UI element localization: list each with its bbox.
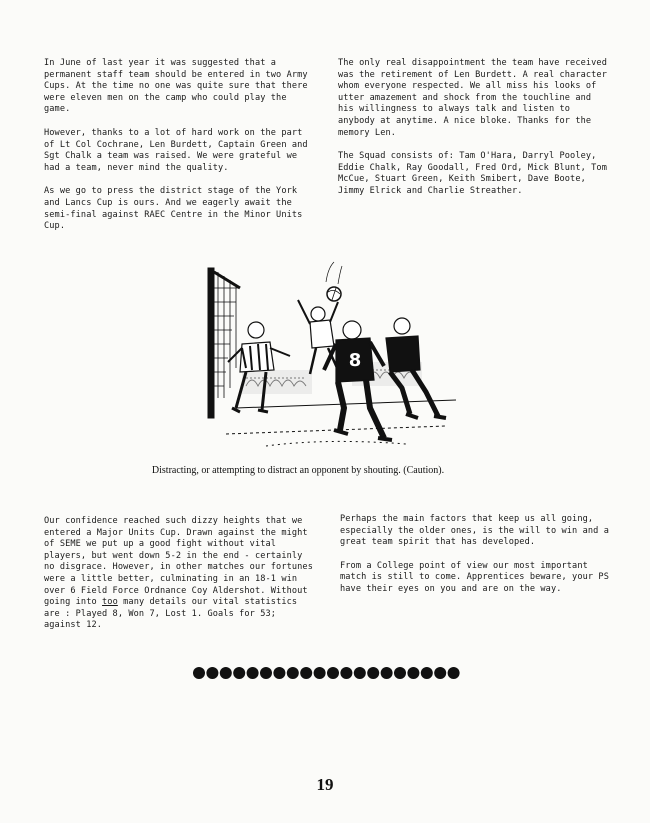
- divider-dot: [314, 667, 326, 679]
- article-column-bottom-right: [340, 514, 612, 608]
- article-column-top-right: [338, 58, 610, 210]
- page-number: 19: [316, 775, 334, 794]
- paragraph: The only real disappointment the team have received was the retirement of Len Burdett. A real character whom everyone respected. We all miss his looks of utter amazement and shock from the touchline and his willingness to always talk and listen to anybody at anytime. A nice bloke. Thanks for the memory Len.: [338, 58, 607, 138]
- divider-dot: [260, 667, 272, 679]
- football-illustration: [206, 258, 458, 454]
- divider-dot: [448, 667, 460, 679]
- paragraph-text: Our confidence reached such dizzy heights that we entered a Major Units Cup. Drawn against the might of SEME we put up a good fight without vital players, but went down 5-2 in the end - certainly no disgrace. However, in other matches our fortunes were a little better, culminating in an 18-1 win over 6 Field Force Ordnance Coy Aldershot. Without going into: [44, 516, 313, 608]
- paragraph: In June of last year it was suggested that a permanent staff team should be entered in two Army Cups. At the time no one was quite sure that there were eleven men on the camp who could play the game.: [44, 58, 308, 115]
- paragraph: From a College point of view our most important match is still to come. Apprentices beware, your PS have their eyes on you and are on the way.: [340, 560, 609, 594]
- divider-dot: [394, 667, 406, 679]
- divider-dot: [381, 667, 393, 679]
- divider-dot: [273, 667, 285, 679]
- divider-dot: [327, 667, 339, 679]
- divider-dot: [300, 667, 312, 679]
- divider-dot: [233, 667, 245, 679]
- ball-icon: [326, 262, 342, 301]
- shirt-number: 8: [348, 350, 362, 371]
- divider-dot: [354, 667, 366, 679]
- squad-list-paragraph: The Squad consists of: Tam O'Hara, Darryl Pooley, Eddie Chalk, Ray Goodall, Fred Ord, Mick Blunt, Tom McCue, Stuart Green, Keith Smibert, Dave Boote, Jimmy Elrick and Charlie Streather.: [338, 151, 607, 196]
- player-jumping: [298, 300, 338, 374]
- divider-dot: [220, 667, 232, 679]
- divider-dot: [340, 667, 352, 679]
- paragraph: However, thanks to a lot of hard work on the part of Lt Col Cochrane, Len Burdett, Captain Green and Sgt Chalk a team was raised. We were grateful we had a team, never mind the quality.: [44, 127, 308, 173]
- player-right: [386, 318, 446, 418]
- paragraph: [44, 516, 314, 632]
- dot-divider: [192, 666, 462, 680]
- paragraph-text: many details our vital statistics are : Played 8, Won 7, Lost 1. Goals for 53; against 12.: [44, 597, 298, 631]
- divider-dot: [206, 667, 218, 679]
- underlined-word: too: [102, 597, 118, 608]
- paragraph: As we go to press the district stage of the York and Lancs Cup is ours. And we eagerly await the semi-final against RAEC Centre in the Minor Units Cup.: [44, 186, 303, 232]
- divider-dot: [421, 667, 433, 679]
- divider-dot: [287, 667, 299, 679]
- paragraph: Perhaps the main factors that keep us all going, especially the older ones, is the will to win and a great team spirit that has developed.: [340, 514, 609, 548]
- player-shouting: [228, 322, 290, 412]
- article-column-top-left: [44, 58, 314, 245]
- illustration-caption: Distracting, or attempting to distract an opponent by shouting. (Caution).: [151, 465, 445, 476]
- divider-dot: [247, 667, 259, 679]
- goal-net: [208, 268, 240, 418]
- divider-dot: [367, 667, 379, 679]
- divider-dot: [407, 667, 419, 679]
- article-column-bottom-left: [44, 516, 314, 644]
- divider-dot: [193, 667, 205, 679]
- divider-dot: [434, 667, 446, 679]
